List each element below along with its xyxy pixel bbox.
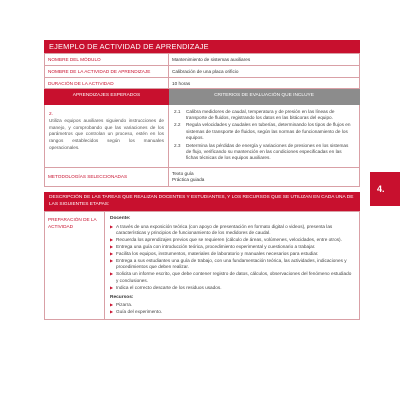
criterio-text: Determina las pérdidas de energía y variaciones de presiones en los sistemas de flujo, verificando su mantención en las condiciones especificadas en las fichas técnicas de los equipos auxiliares. [186, 142, 349, 161]
recursos-title: Recursos: [110, 294, 134, 300]
info-label: NOMBRE DEL MÓDULO [45, 54, 169, 66]
criterio-text: Regula velocidades y caudales en tuberías, determinando los tipos de flujos en sistemas de transporte de fluidos, según las normas de funcionamiento de los equipos. [186, 122, 351, 141]
bullet-item [110, 237, 354, 243]
bullet-arrow-icon: ▶ [110, 284, 114, 290]
aprendizajes-header: APRENDIZAJES ESPERADOS [45, 89, 169, 104]
bullet-arrow-icon: ▶ [110, 271, 114, 277]
metodologias-values [169, 167, 360, 187]
bullet-text: Entrega a sus estudiantes una guía de trabajo, con una fundamentación teórica, las actividades, indicaciones y procedimientos que deben realizar. [116, 257, 347, 270]
metodologias-row [45, 167, 360, 187]
criterio-number: 2.2 [174, 122, 181, 128]
info-table [44, 53, 360, 187]
bullet-item [110, 251, 354, 257]
bullet-text: Recuerda los aprendizajes previos que se requieren (cálculo de áreas, volúmenes, velocidades, entre otros). [116, 236, 342, 242]
criterio-item [174, 122, 354, 141]
bullet-arrow-icon: ▶ [110, 309, 114, 315]
info-label: NOMBRE DE LA ACTIVIDAD DE APRENDIZAJE [45, 65, 169, 77]
info-label: DURACIÓN DE LA ACTIVIDAD [45, 77, 169, 89]
preparacion-row [45, 212, 360, 320]
criterios-cell [169, 104, 360, 167]
bullet-text: Indica el correcto descarte de los residuos usados. [116, 284, 222, 290]
bullet-arrow-icon: ▶ [110, 302, 114, 308]
docente-title: Docente: [110, 216, 131, 222]
criterio-number: 2.3 [174, 142, 181, 148]
recursos-list [110, 302, 354, 315]
preparacion-table [44, 211, 360, 320]
aprendizaje-cell [45, 104, 169, 167]
metodologia-item: Texto guía [172, 170, 194, 176]
descripcion-header: DESCRIPCIÓN DE LAS TAREAS QUE REALIZAN DOCENTES Y ESTUDIANTES, Y LOS RECURSOS QUE SE UTILIZAN EN CADA UNA DE LAS SIGUIENTES ETAPAS: [44, 192, 360, 211]
bullet-item [110, 271, 354, 284]
preparacion-label: PREPARACIÓN DE LA ACTIVIDAD [45, 212, 105, 320]
bullet-item [110, 258, 354, 271]
bullet-item [110, 224, 354, 237]
metodologia-item: Práctica guiada [172, 176, 205, 182]
bullet-arrow-icon: ▶ [110, 243, 114, 249]
bullet-arrow-icon: ▶ [110, 250, 114, 256]
criterio-item [174, 109, 354, 122]
criterios-header: CRITERIOS DE EVALUACIÓN QUE INCLUYE [169, 89, 360, 104]
learning-row [45, 104, 360, 167]
info-row-module [45, 54, 360, 66]
bullet-arrow-icon: ▶ [110, 223, 114, 229]
section-headers [45, 89, 360, 104]
aprendizaje-number: 2. [49, 110, 53, 116]
info-value: 10 horas [169, 77, 360, 89]
bullet-arrow-icon: ▶ [110, 236, 114, 242]
bullet-text: Pizarra. [116, 302, 133, 308]
bullet-item [110, 302, 354, 308]
criterio-number: 2.1 [174, 108, 181, 114]
chapter-tab: 4. [370, 172, 400, 206]
bullet-text: Entrega una guía con introducción teórica, procedimiento experimental y cuestionario a trabajar. [116, 243, 316, 249]
bullet-text: Guía del experimento. [116, 309, 163, 315]
criterio-text: Calibra medidores de caudal, temperatura y de presión en las líneas de transporte de fluidos, registrando los datos en las bitácoras del equipo. [186, 108, 335, 120]
bullet-text: A través de una exposición teórica (con apoyo de presentación en formato digital o videos), presenta las características y principios de funcionamiento de los medidores de caudal. [116, 223, 333, 235]
info-row-activity [45, 65, 360, 77]
preparacion-body [105, 212, 360, 320]
sheet-title: EJEMPLO DE ACTIVIDAD DE APRENDIZAJE [44, 40, 360, 53]
bullet-item [110, 309, 354, 315]
criterio-item [174, 143, 354, 162]
aprendizaje-text: Utiliza equipos auxiliares siguiendo instrucciones de manejo, y comprobando que las variaciones de los parámetros que controlan un proceso, estén en los rangos establecidos según los manuales operacionales. [49, 118, 164, 150]
info-row-duration [45, 77, 360, 89]
metodologias-label: METODOLOGÍAS SELECCIONADAS [45, 167, 169, 187]
info-value: Calibración de una placa orificio [169, 65, 360, 77]
bullet-arrow-icon: ▶ [110, 257, 114, 263]
bullet-text: Facilita los equipos, instrumentos, materiales de laboratorio y manuales necesarios para estudiar. [116, 250, 319, 256]
bullet-item [110, 285, 354, 291]
info-value: Mantenimiento de sistemas auxiliares [169, 54, 360, 66]
bullet-text: Solicita un informe escrito, que debe contener registro de datos, cálculos, observaciones del fenómeno estudiado y conclusiones. [116, 271, 352, 283]
activity-sheet [44, 40, 360, 320]
bullet-item [110, 244, 354, 250]
docente-list [110, 224, 354, 291]
